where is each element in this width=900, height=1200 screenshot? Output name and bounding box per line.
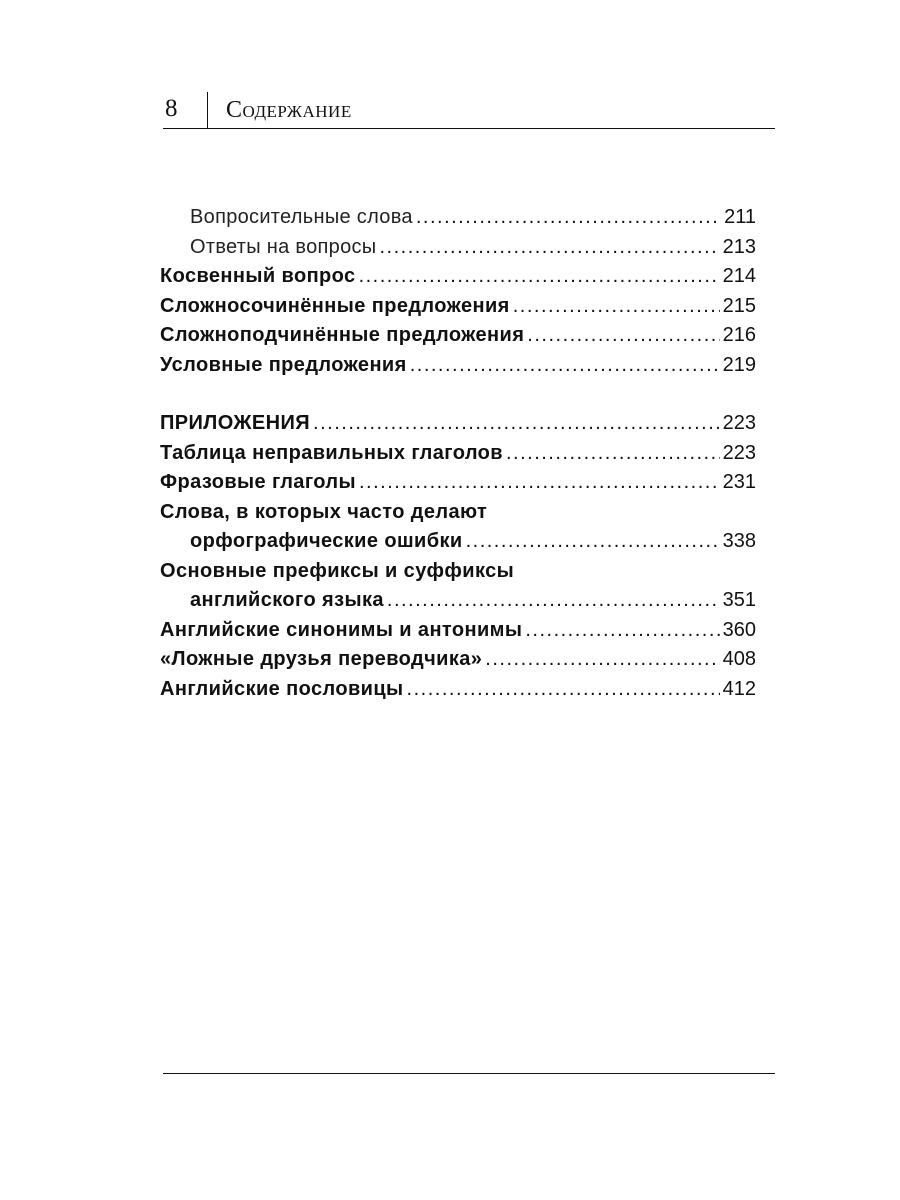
toc-entry-page: 408	[722, 648, 756, 670]
dot-leader	[410, 351, 720, 381]
toc-entry-title-line1: Основные префиксы и суффиксы	[160, 559, 515, 582]
toc-entry-page: 215	[722, 294, 756, 317]
toc-entry-multiline[interactable]	[160, 557, 756, 616]
toc-entry-title: Фразовые глаголы	[160, 471, 356, 493]
toc-entry-continuation	[160, 527, 756, 557]
toc-entry-title: Условные предложения	[160, 353, 407, 376]
toc-entry-continuation	[160, 586, 756, 616]
toc-entry-title: Сложноподчинённые предложения	[160, 324, 525, 346]
dot-leader	[466, 527, 720, 557]
dot-leader	[359, 262, 720, 292]
toc-entry-page: 360	[722, 618, 756, 641]
page-number: 8	[165, 95, 178, 122]
page-header	[163, 82, 775, 129]
dot-leader	[525, 616, 719, 646]
dot-leader	[407, 675, 720, 705]
toc-entry-page: 213	[722, 235, 756, 258]
toc-entry-title: Сложносочинённые предложения	[160, 294, 510, 317]
table-of-contents	[160, 203, 756, 704]
running-title: Содержание	[226, 97, 352, 123]
toc-entry-page: 231	[722, 471, 756, 493]
toc-entry-page: 223	[722, 412, 756, 434]
section-gap	[160, 380, 756, 409]
dot-leader	[527, 321, 719, 351]
dot-leader	[506, 439, 720, 469]
toc-entry[interactable]	[160, 675, 756, 705]
toc-entry[interactable]	[160, 616, 756, 646]
toc-entry-title: Ответы на вопросы	[190, 235, 377, 258]
toc-entry[interactable]	[160, 439, 756, 469]
toc-entry-title: Английские пословицы	[160, 677, 404, 700]
dot-leader	[359, 468, 720, 498]
toc-entry[interactable]	[160, 292, 756, 322]
toc-entry-title: Косвенный вопрос	[160, 265, 356, 287]
header-divider	[207, 92, 208, 128]
toc-entry-page: 351	[722, 589, 756, 611]
toc-entry-title: Английские синонимы и антонимы	[160, 618, 523, 641]
dot-leader	[313, 409, 720, 439]
toc-entry-page: 214	[722, 265, 756, 287]
toc-entry-title-line2: орфографические ошибки	[190, 530, 463, 552]
toc-entry-page: 223	[722, 441, 756, 464]
toc-entry[interactable]	[160, 468, 756, 498]
toc-entry[interactable]	[160, 262, 756, 292]
toc-entry-title-line1: Слова, в которых часто делают	[160, 500, 488, 523]
toc-entry-page: 211	[724, 206, 756, 228]
dot-leader	[485, 645, 719, 675]
toc-entry-title: Таблица неправильных глаголов	[160, 441, 503, 464]
toc-entry-page: 338	[722, 530, 756, 552]
toc-entry[interactable]	[160, 351, 756, 381]
toc-entry-title: «Ложные друзья переводчика»	[160, 648, 483, 670]
toc-entry-page: 216	[722, 324, 756, 346]
dot-leader	[379, 233, 719, 263]
toc-appendix-heading[interactable]	[160, 409, 756, 439]
toc-entry[interactable]	[160, 321, 756, 351]
toc-entry[interactable]	[160, 645, 756, 675]
toc-entry-multiline[interactable]	[160, 498, 756, 557]
footer-rule	[163, 1073, 775, 1074]
toc-entry-title: Вопросительные слова	[190, 206, 413, 228]
toc-entry[interactable]	[160, 203, 756, 233]
dot-leader	[387, 586, 720, 616]
dot-leader	[416, 203, 721, 233]
toc-entry[interactable]	[160, 233, 756, 263]
toc-entry-page: 412	[722, 677, 756, 700]
toc-entry-title-line2: английского языка	[190, 589, 384, 611]
toc-entry-page: 219	[722, 353, 756, 376]
dot-leader	[513, 292, 720, 322]
toc-entry-title: ПРИЛОЖЕНИЯ	[160, 412, 311, 434]
